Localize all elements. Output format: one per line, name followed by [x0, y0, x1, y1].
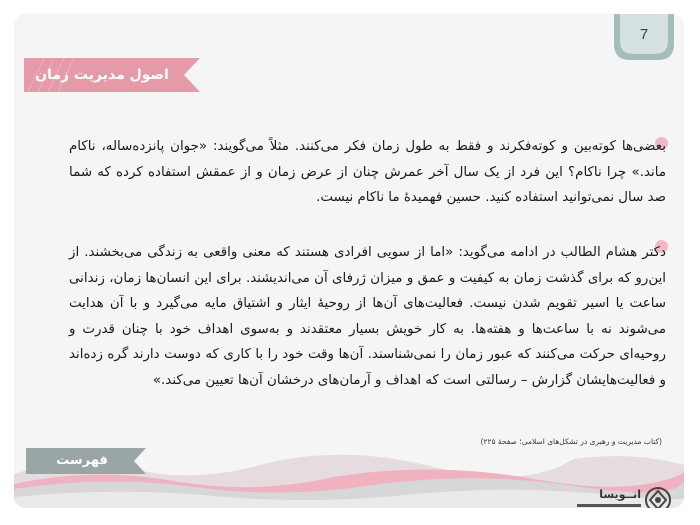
menu-button[interactable]: فهرست — [56, 453, 108, 468]
source-citation: (کتاب مدیریت و رهبری در تشکل‌های اسلامی؛ صفحهٔ ۲۲۵) — [480, 437, 662, 446]
publisher-logo-icon — [644, 486, 672, 508]
page-title: اصول مدیریت زمان — [35, 67, 169, 83]
publisher-logo-text: انــویسا — [599, 488, 641, 501]
page-number: 7 — [639, 26, 649, 43]
paragraph-2: دکتر هشام الطالب در ادامه می‌گوید: «اما از سویی افرادی هستند که معنی واقعی به زندگی می‌بخشند. از این‌رو که برای گذشت زمان به کیفیت و عمق و میزان ژرفای آن می‌اندیشند. برای این انسان‌ها زمان، زندانی ساعت یا اسیر تقویم شدن نیست. فعالیت‌های آن‌ها از روحیهٔ ایثار و اشتیاق مایه می‌گیرد و با آن هدایت می‌شوند نه با ساعت‌ها و هفته‌ها. به کار خویش بسیار معتقدند و به‌سوی اهداف خود با چنان قدرت و روحیه‌ای حرکت می‌کنند که عبور زمان را نمی‌شناسند. آن‌ها وقت خود را با کاری که دوست دارند گره زده‌اند و فعالیت‌هایشان گزارش – رسالتی است که اهداف و آرمان‌های درخشان آن‌ها تعیین می‌کند.» — [69, 245, 666, 388]
paragraph-1: بعضی‌ها کوته‌بین و کوته‌فکرند و فقط به طول زمان فکر می‌کنند. مثلاً می‌گویند: «جوان پانزده‌ساله، ناکام ماند.» چرا ناکام؟ این فرد از یک سال آخر عمرش چنان از عرض زمان و از عمقش استفاده کرده که شما صد سال نمی‌توانید استفاده کنید. حسین فهمیدهٔ ما ناکام نیست. — [69, 139, 666, 206]
slide-card — [14, 14, 684, 508]
logo-underline — [577, 504, 641, 507]
